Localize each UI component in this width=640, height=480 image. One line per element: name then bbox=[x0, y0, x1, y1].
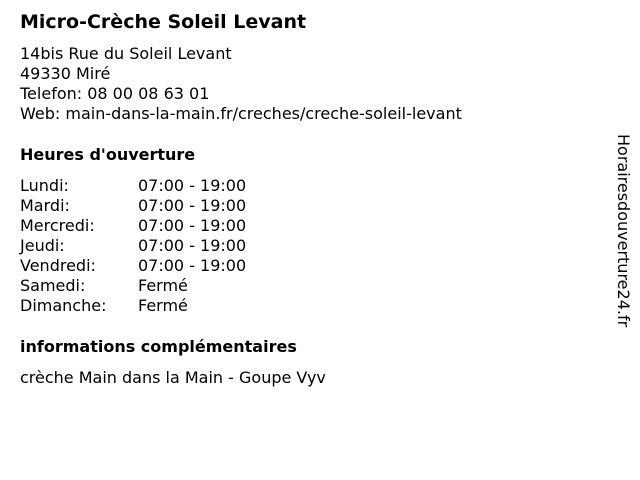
hours-row-monday bbox=[20, 176, 610, 196]
phone-number: Telefon: 08 00 08 63 01 bbox=[20, 84, 210, 103]
additional-info-heading: informations complémentaires bbox=[20, 337, 297, 356]
day-label: Jeudi: bbox=[20, 236, 65, 255]
hours-value: 07:00 - 19:00 bbox=[138, 216, 247, 235]
opening-hours-table bbox=[20, 176, 610, 316]
hours-value: Fermé bbox=[138, 296, 188, 315]
additional-info-text: crèche Main dans la Main - Goupe Vyv bbox=[20, 368, 326, 387]
business-card bbox=[20, 9, 610, 388]
opening-hours-heading: Heures d'ouverture bbox=[20, 145, 196, 164]
postal-city: 49330 Miré bbox=[20, 64, 111, 83]
hours-row-tuesday bbox=[20, 196, 610, 216]
day-label: Dimanche: bbox=[20, 296, 107, 315]
hours-row-sunday bbox=[20, 296, 610, 316]
street-address: 14bis Rue du Soleil Levant bbox=[20, 44, 232, 63]
hours-row-saturday bbox=[20, 276, 610, 296]
day-label: Samedi: bbox=[20, 276, 86, 295]
hours-row-thursday bbox=[20, 236, 610, 256]
hours-row-friday bbox=[20, 256, 610, 276]
hours-value: Fermé bbox=[138, 276, 188, 295]
address-block bbox=[20, 44, 610, 124]
day-label: Mercredi: bbox=[20, 216, 95, 235]
hours-value: 07:00 - 19:00 bbox=[138, 236, 247, 255]
website-link[interactable]: Web: main-dans-la-main.fr/creches/creche-soleil-levant bbox=[20, 104, 462, 123]
hours-value: 07:00 - 19:00 bbox=[138, 256, 247, 275]
day-label: Mardi: bbox=[20, 196, 70, 215]
hours-value: 07:00 - 19:00 bbox=[138, 176, 247, 195]
day-label: Vendredi: bbox=[20, 256, 96, 275]
hours-value: 07:00 - 19:00 bbox=[138, 196, 247, 215]
site-watermark: Horairesdouverture24.fr bbox=[614, 134, 633, 328]
business-name: Micro-Crèche Soleil Levant bbox=[20, 11, 307, 33]
hours-row-wednesday bbox=[20, 216, 610, 236]
day-label: Lundi: bbox=[20, 176, 69, 195]
